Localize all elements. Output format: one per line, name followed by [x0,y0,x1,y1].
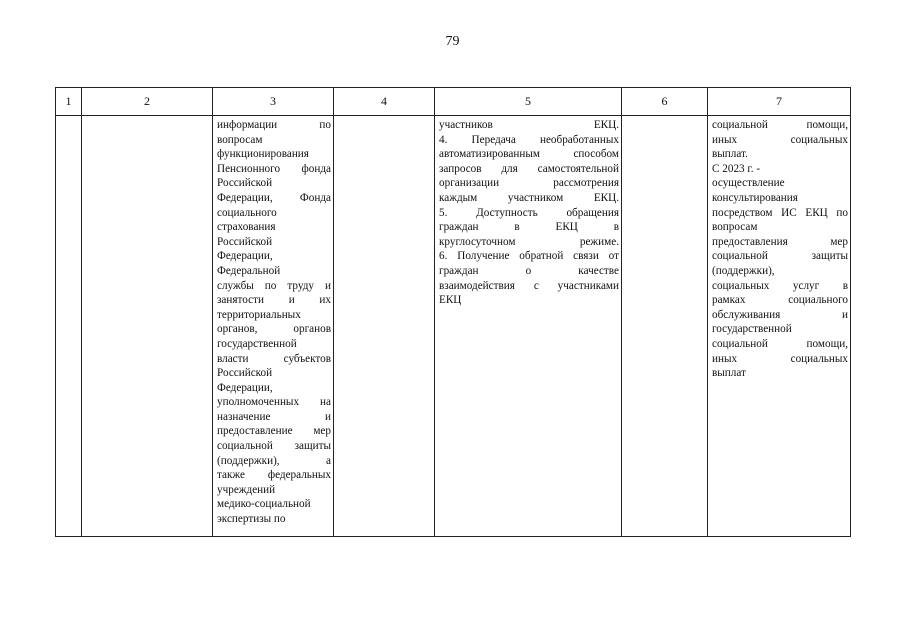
text-line: С 2023 г. - [712,162,761,175]
text-line: участников ЕКЦ. [439,119,619,131]
text-line: Федерации, [217,250,273,263]
text-line: иных социальных [712,352,848,365]
table-row [56,116,851,537]
text-line: Российской [217,177,273,190]
cell-col-7 [708,116,851,537]
text-line: выплат. [712,148,748,161]
text-line: государственной [712,323,792,336]
text-line: автоматизированным способом [439,148,619,161]
text-line: 6. Получение обратной связи от [439,250,619,263]
cell-col-3 [213,116,334,537]
text-line: осуществление [712,177,785,190]
column-header-6: 6 [622,88,708,116]
text-line: экспертизы по [217,513,286,526]
cell-col-7-text [708,116,850,381]
text-line: предоставления мер [712,235,848,248]
text-line: граждан в ЕКЦ в [439,221,619,234]
text-line: территориальных [217,308,301,321]
text-line: занятости и их [217,294,331,307]
text-line: (поддержки), [712,264,775,277]
column-header-7: 7 [708,88,851,116]
text-line: ЕКЦ [439,294,462,307]
cell-col-3-text [213,116,333,527]
text-line: информации по [217,119,331,131]
text-line: социальной защиты [712,250,848,263]
text-line: учреждений [217,483,276,496]
text-line: социальных услуг в [712,279,848,292]
text-line: власти субъектов [217,352,331,365]
text-line: обслуживания и [712,308,848,321]
text-line: Российской [217,235,273,248]
text-line: органов, органов [217,323,331,336]
text-line: социальной помощи, [712,119,848,131]
text-line: Федерации, [217,381,273,394]
text-line: социального [217,206,277,219]
text-line: предоставление мер [217,425,331,438]
text-line: запросов для самостоятельной [439,162,619,175]
text-line: иных социальных [712,133,848,146]
text-line: страхования [217,221,276,234]
column-header-5: 5 [435,88,622,116]
text-line: функционирования [217,148,309,161]
cell-col-6 [622,116,708,537]
text-line: рамках социального [712,294,848,307]
column-header-3: 3 [213,88,334,116]
text-line: организации рассмотрения [439,177,619,190]
text-line: взаимодействия с участниками [439,279,619,292]
text-line: граждан о качестве [439,264,619,277]
text-line: каждым участником ЕКЦ. [439,191,619,204]
text-line: социальной помощи, [712,337,848,350]
cell-col-5 [435,116,622,537]
text-line: также федеральных [217,469,331,482]
text-line: консультирования [712,191,798,204]
text-line: Пенсионного фонда [217,162,331,175]
text-line: вопросам [712,221,758,234]
text-line: 5. Доступность обращения [439,206,619,219]
text-line: выплат [712,367,746,380]
column-header-4: 4 [334,88,435,116]
text-line: (поддержки), а [217,454,331,467]
document-table [55,87,851,537]
text-line: Федерации, Фонда [217,191,331,204]
text-line: 4. Передача необработанных [439,133,619,146]
header-row [56,88,851,116]
text-line: службы по труду и [217,279,331,292]
text-line: Федеральной [217,264,281,277]
text-line: уполномоченных на [217,396,331,409]
text-line: государственной [217,337,297,350]
text-line: Российской [217,367,273,380]
cell-col-1 [56,116,82,537]
text-line: социальной защиты [217,440,331,453]
column-header-1: 1 [56,88,82,116]
cell-col-2 [82,116,213,537]
page-number: 79 [445,34,460,49]
text-line: вопросам [217,133,263,146]
text-line: назначение и [217,410,331,423]
column-header-2: 2 [82,88,213,116]
text-line: круглосуточном режиме. [439,235,619,248]
cell-col-4 [334,116,435,537]
text-line: посредством ИС ЕКЦ по [712,206,848,219]
cell-col-5-text [435,116,621,308]
text-line: медико-социальной [217,498,311,511]
